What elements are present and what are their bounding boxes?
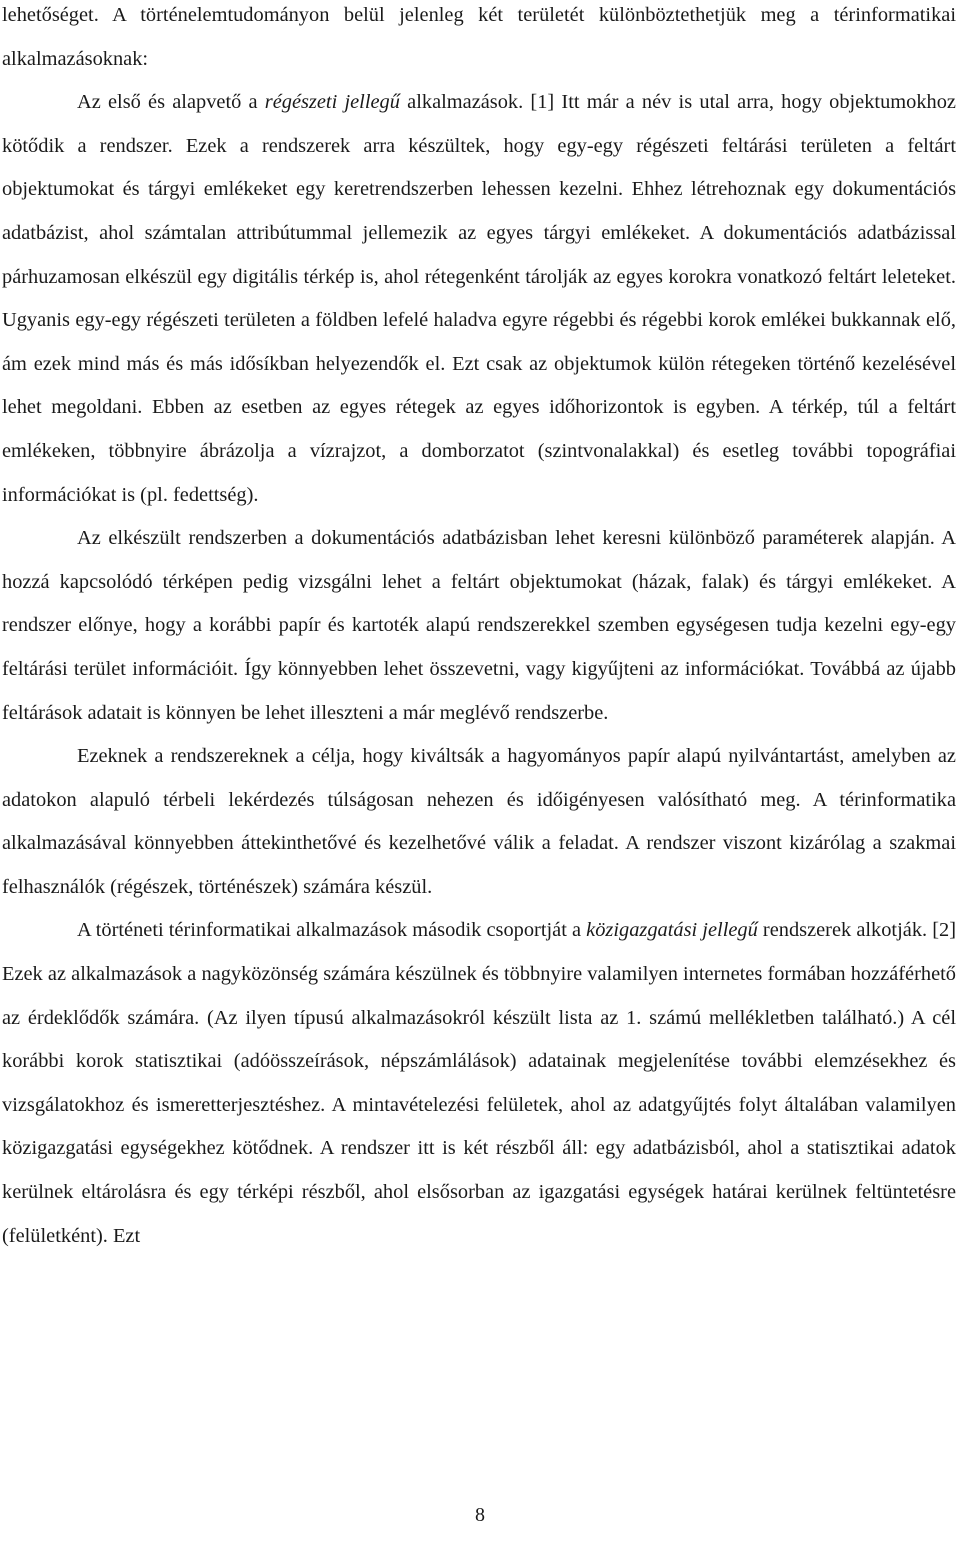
paragraph-5-text-start: A történeti térinformatikai alkalmazások második csoportját a <box>77 919 587 942</box>
paragraph-archaeological <box>2 81 956 517</box>
emphasis-archaeological: régészeti jellegű <box>264 91 400 114</box>
paragraph-administrative <box>2 909 956 1258</box>
paragraph-system-goal <box>2 735 956 909</box>
paragraph-continuation <box>2 0 956 81</box>
document-body <box>2 0 956 1258</box>
paragraph-4-text: Ezeknek a rendszereknek a célja, hogy kiváltsák a hagyományos papír alapú nyilvántartást, amelyben az adatokon alapuló térbeli lekérdezés túlságosan nehezen és időigényesen valósítható meg. A térinformatika alkalmazásával könnyebben áttekinthetővé és kezelhetővé válik a feladat. A rendszer viszont kizárólag a szakmai felhasználók (régészek, történészek) számára készül. <box>2 745 956 898</box>
paragraph-1-text: lehetőséget. A történelemtudományon belül jelenleg két területét különböztethetjük meg a térinformatikai alkalmazásoknak: <box>2 4 956 70</box>
paragraph-2-text-start: Az első és alapvető a <box>77 91 265 114</box>
paragraph-2-text-end: alkalmazások. [1] Itt már a név is utal arra, hogy objektumokhoz kötődik a rendszer. Ezek a rendszerek arra készültek, hogy egy-egy régészeti feltárási területen a feltárt objektumokat és tárgyi emlékeket egy keretrendszerben lehessen kezelni. Ehhez létrehoznak egy dokumentációs adatbázist, ahol számtalan attribútummal jellemezik az egyes tárgyi emlékeket. A dokumentációs adatbázissal párhuzamosan elkészül egy digitális térkép is, ahol rétegenként tárolják az egyes korokra vonatkozó feltárt leleteket. Ugyanis egy-egy régészeti területen a földben lefelé haladva egyre régebbi és régebbi korok emlékei bukkannak elő, ám ezek mind más és más idősíkban helyezendők el. Ezt csak az objektumok külön rétegeken történő kezelésével lehet megoldani. Ebben az esetben az egyes rétegek az egyes időhorizontok is egyben. A térkép, túl a feltárt emlékeken, többnyire ábrázolja a vízrajzot, a domborzatot (szintvonalakkal) és esetleg további topográfiai információkat is (pl. fedettség). <box>2 91 956 506</box>
page-number: 8 <box>475 1504 485 1526</box>
paragraph-5-text-end: rendszerek alkotják. [2] Ezek az alkalmazások a nagyközönség számára készülnek és többnyire valamilyen internetes formában hozzáférhető az érdeklődők számára. (Az ilyen típusú alkalmazásokról készült lista az 1. számú mellékletben található.) A cél korábbi korok statisztikai (adóösszeírások, népszámlálások) adatainak megjelenítése további elemzésekhez és vizsgálatokhoz és ismeretterjesztéshez. A mintavételezési felületek, ahol az adatgyűjtés folyt általában valamilyen közigazgatási egységekhez kötődnek. A rendszer itt is két részből áll: egy adatbázisból, ahol a statisztikai adatok kerülnek eltárolásra és egy térképi részből, ahol elsősorban az igazgatási egységek határai kerülnek feltüntetésre (felületként). Ezt <box>2 919 956 1247</box>
paragraph-system-search <box>2 517 956 735</box>
emphasis-administrative: közigazgatási jellegű <box>586 919 758 942</box>
paragraph-3-text: Az elkészült rendszerben a dokumentációs adatbázisban lehet keresni különböző paraméterek alapján. A hozzá kapcsolódó térképen pedig vizsgálni lehet a feltárt objektumokat (házak, falak) és tárgyi emlékeket. A rendszer előnye, hogy a korábbi papír és kartoték alapú rendszerekkel szemben egységesen tudja kezelni egy-egy feltárási terület információit. Így könnyebben lehet összevetni, vagy kigyűjteni az információkat. Továbbá az újabb feltárások adatait is könnyen be lehet illeszteni a már meglévő rendszerbe. <box>2 527 956 724</box>
